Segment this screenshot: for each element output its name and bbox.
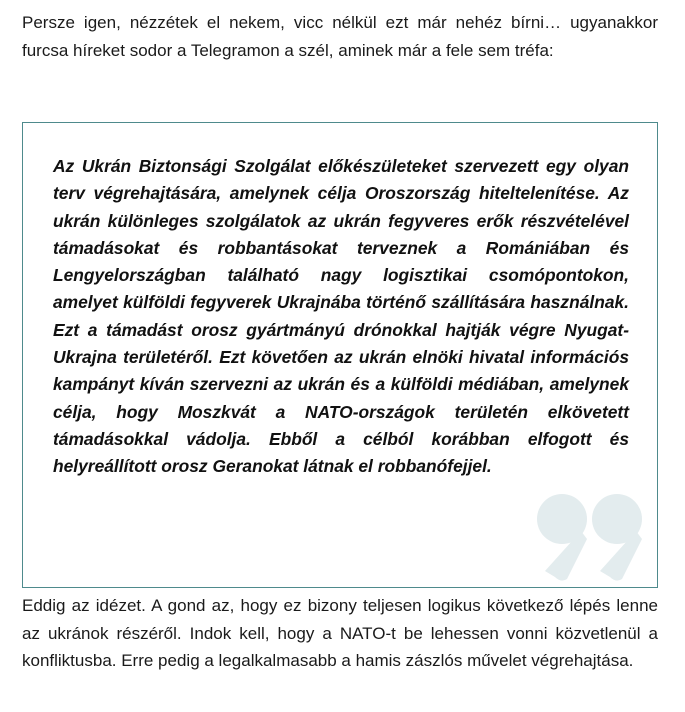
intro-paragraph: Persze igen, nézzétek el nekem, vicc nélkül ezt már nehéz bírni… ugyanakkor furcsa híreket sodor a Telegramon a szél, aminek már a fele sem tréfa: (22, 13, 658, 60)
blockquote (22, 122, 658, 588)
closing-quote-icon (535, 491, 645, 581)
outro-paragraph: Eddig az idézet. A gond az, hogy ez bizony teljesen logikus következő lépés lenne az ukránok részéről. Indok kell, hogy a NATO-t be lehessen vonni közvetlenül a konfliktusba. Erre pedig a legalkalmasabb a hamis zászlós művelet végrehajtása. (22, 596, 658, 670)
quote-text: Az Ukrán Biztonsági Szolgálat előkészületeket szervezett egy olyan terv végrehajtására, amelynek célja Oroszország hiteltelenítése. Az ukrán különleges szolgálatok az ukrán fegyveres erők részvételével támadásokat és robbantásokat terveznek a Romániában és Lengyelországban található nagy logisztikai csomópontokon, amelyet külföldi fegyverek Ukrajnába történő szállítására használnak. Ezt a támadást orosz gyártmányú drónokkal hajtják végre Nyugat-Ukrajna területéről. Ezt követően az ukrán elnöki hivatal információs kampányt kíván szervezni az ukrán és a külföldi médiában, amelynek célja, hogy Moszkvát a NATO-országok területén elkövetett támadásokkal vádolja. Ebből a célból korábban elfogott és helyreállított orosz Geranokat látnak el robbanófejjel. (53, 156, 629, 477)
